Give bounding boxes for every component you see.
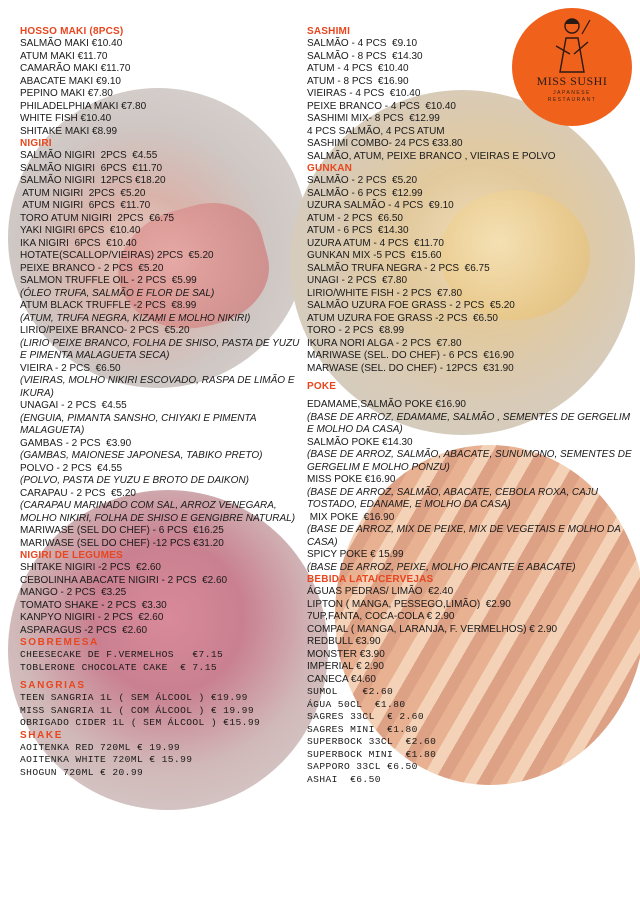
menu-item: MARIWASE (SEL DO CHEF) - 6 PCS €16.25: [20, 525, 224, 536]
section-heading: GUNKAN: [307, 163, 353, 174]
menu-item: MARIWASE (SEL DO CHEF) -12 PCS €31.20: [20, 537, 224, 549]
menu-item: UNAGI - 2 PCS €7.80: [307, 275, 408, 286]
menu-item: ATUM NIGIRI 6PCS €11.70: [20, 200, 151, 211]
menu-item: TOMATO SHAKE - 2 PCS €3.30: [20, 599, 167, 611]
menu-item: SALMÃO NIGIRI 12PCS €18.20: [20, 175, 166, 186]
menu-item: ATUM BLACK TRUFFLE -2 PCS €8.99: [20, 300, 197, 311]
menu-item: SALMÃO MAKI €10.40: [20, 38, 123, 49]
logo-brand: MISS SUSHI: [536, 74, 608, 88]
menu-item: LIPTON ( MANGA, PESSEGO,LIMÃO) €2.90: [307, 598, 511, 610]
menu-item: SAGRES 33CL € 2.60: [307, 711, 424, 722]
menu-item: REDBULL €3.90: [307, 636, 381, 647]
item-description: (LIRIO PEIXE BRANCO, FOLHA DE SHISO, PASTA DE YUZU E PIMENTA MALAGUETA SECA): [20, 337, 300, 361]
menu-item: PEIXE BRANCO - 2 PCS €5.20: [20, 262, 164, 274]
section-heading: BEBIDA LATA/CERVEJAS: [307, 574, 434, 585]
menu-item: WHITE FISH €10.40: [20, 113, 112, 124]
menu-item: AOITENKA WHITE 720ML € 15.99: [20, 754, 193, 765]
menu-item: GUNKAN MIX -5 PCS €15.60: [307, 250, 442, 261]
geisha-icon: [552, 16, 592, 74]
menu-item: UNAGAI - 2 PCS €4.55: [20, 400, 127, 411]
menu-item: CANECA €4.60: [307, 673, 376, 685]
menu-item: UZURA ATUM - 4 PCS €11.70: [307, 237, 444, 249]
menu-item: SHOGUN 720ML € 20.99: [20, 766, 144, 778]
item-description: (ÓLEO TRUFA, SALMÃO E FLOR DE SAL): [20, 287, 215, 299]
menu-item: SAPPORO 33CL €6.50: [307, 761, 418, 772]
menu-item: MIX POKE €16.90: [307, 511, 395, 523]
menu-item: AOITENKA RED 720ML € 19.99: [20, 741, 181, 753]
menu-item: TORO - 2 PCS €8.99: [307, 325, 405, 336]
menu-item: MARWASE (SEL. DO CHEF) - 12PCS €31.90: [307, 362, 514, 374]
menu-left-column: [20, 26, 305, 779]
menu-item: ÁGUA 50CL €1.80: [307, 698, 406, 710]
menu-item: IKURA NORI ALGA - 2 PCS €7.80: [307, 337, 462, 349]
menu-item: SALMÃO - 2 PCS €5.20: [307, 175, 418, 186]
menu-item: GAMBAS - 2 PCS €3.90: [20, 437, 132, 449]
menu-item: OBRIGADO CIDER 1L ( SEM ÁLCOOL ) €15.99: [20, 717, 261, 728]
item-description: (VIEIRAS, MOLHO NIKIRI ESCOVADO, RASPA DE LIMÃO E IKURA): [20, 375, 295, 399]
item-description: (POLVO, PASTA DE YUZU E BROTO DE DAIKON): [20, 475, 249, 486]
menu-item: CAMARÃO MAKI €11.70: [20, 63, 131, 74]
item-description: (GAMBAS, MAIONESE JAPONESA, TABIKO PRETO): [20, 450, 263, 461]
menu-item: ATUM MAKI €11.70: [20, 50, 108, 62]
menu-item: ATUM - 8 PCS €16.90: [307, 75, 409, 87]
menu-item: ÁGUAS PEDRAS/ LIMÃO €2.40: [307, 586, 454, 597]
menu-item: TOBLERONE CHOCOLATE CAKE € 7.15: [20, 661, 218, 673]
menu-item: PHILADELPHIA MAKI €7.80: [20, 100, 147, 112]
menu-item: YAKI NIGIRI 6PCS €10.40: [20, 225, 141, 236]
section-heading: HOSSO MAKI (8PCS): [20, 26, 124, 37]
menu-item: IKA NIGIRI 6PCS €10.40: [20, 237, 137, 249]
menu-item: SUMOL €2.60: [307, 686, 394, 697]
section-heading: SHAKE: [20, 729, 64, 741]
menu-item: CHEESECAKE DE F.VERMELHOS €7.15: [20, 649, 224, 660]
menu-item: PEPINO MAKI €7.80: [20, 88, 113, 99]
menu-item: ATUM - 6 PCS €14.30: [307, 225, 409, 236]
item-description: (CARAPAU MARINADO COM SAL, ARROZ VENEGARA, MOLHO NIKIRI, FOLHA DE SHISO E GENGIBRE NATURAL): [20, 500, 296, 524]
menu-item: ABACATE MAKI €9.10: [20, 75, 121, 87]
menu-item: UZURA SALMÃO - 4 PCS €9.10: [307, 200, 454, 211]
menu-item: MANGO - 2 PCS €3.25: [20, 587, 127, 598]
menu-item: SALMÃO - 6 PCS €12.99: [307, 187, 423, 199]
menu-item: LIRIO/PEIXE BRANCO- 2 PCS €5.20: [20, 325, 190, 336]
menu-item: EDAMAME,SALMÃO POKE €16.90: [307, 399, 466, 410]
menu-item: ASPARAGUS -2 PCS €2.60: [20, 624, 148, 636]
menu-item: SHITAKE MAKI €8.99: [20, 125, 118, 137]
menu-item: SALMÃO POKE €14.30: [307, 436, 413, 448]
item-description: (BASE DE ARROZ, PEIXE, MOLHO PICANTE E ABACATE): [307, 561, 576, 573]
menu-item: SAGRES MINI €1.80: [307, 723, 418, 735]
item-description: (BASE DE ARROZ, SALMÃO, ABACATE, SUNUMONO, SEMENTES DE GERGELIM E MOLHO PONZU): [307, 449, 632, 473]
menu-item: HOTATE(SCALLOP/VIEIRAS) 2PCS €5.20: [20, 250, 214, 261]
logo-sub-line1: JAPANESE: [553, 90, 591, 96]
menu-item: PEIXE BRANCO - 4 PCS €10.40: [307, 100, 456, 112]
item-description: (BASE DE ARROZ, EDAMAME, SALMÃO , SEMENTES DE GERGELIM E MOLHO DA CASA): [307, 411, 631, 435]
menu-item: SALMÃO - 4 PCS €9.10: [307, 38, 418, 49]
menu-item: MISS SANGRIA 1L ( COM ÁLCOOL ) € 19.99: [20, 704, 254, 716]
menu-item: SALMÃO NIGIRI 6PCS €11.70: [20, 162, 163, 174]
menu-item: COMPAL ( MANGA, LARANJA, F. VERMELHOS) € 2.90: [307, 623, 558, 635]
menu-item: VIEIRAS - 4 PCS €10.40: [307, 88, 421, 99]
menu-item: MARIWASE (SEL. DO CHEF) - 6 PCS €16.90: [307, 350, 514, 361]
section-heading: NIGIRI DE LEGUMES: [20, 550, 123, 561]
section-heading: SANGRIAS: [20, 680, 86, 691]
menu-item: SPICY POKE € 15.99: [307, 549, 404, 560]
menu-item: CEBOLINHA ABACATE NIGIRI - 2 PCS €2.60: [20, 574, 228, 586]
menu-item: 4 PCS SALMÃO, 4 PCS ATUM: [307, 125, 445, 137]
menu-item: SUPERBOCK MINI €1.80: [307, 748, 437, 760]
section-heading: SASHIMI: [307, 26, 351, 37]
menu-item: ASHAI €6.50: [307, 773, 381, 785]
menu-item: SHITAKE NIGIRI -2 PCS €2.60: [20, 562, 161, 573]
menu-item: SALMON TRUFFLE OIL - 2 PCS €5.99: [20, 275, 197, 286]
logo-sub-line2: RESTAURANT: [547, 97, 597, 103]
menu-item: CARAPAU - 2 PCS €5.20: [20, 487, 136, 499]
menu-item: ATUM - 2 PCS €6.50: [307, 212, 403, 224]
section-heading: SOBREMESA: [20, 637, 99, 648]
menu-item: SASHIMI MIX- 8 PCS €12.99: [307, 113, 440, 124]
menu-item: LIRIO/WHITE FISH - 2 PCS €7.80: [307, 287, 463, 299]
menu-item: SALMÃO - 8 PCS €14.30: [307, 50, 423, 62]
menu-item: SASHIMI COMBO- 24 PCS €33.80: [307, 138, 463, 149]
menu-item: MONSTER €3.90: [307, 648, 385, 660]
menu-item: 7UP,FANTA, COCA-COLA € 2.90: [307, 611, 455, 622]
menu-item: ATUM - 4 PCS €10.40: [307, 63, 409, 74]
menu-item: TEEN SANGRIA 1L ( SEM ÁLCOOL ) €19.99: [20, 692, 248, 703]
miss-sushi-logo: [512, 8, 632, 126]
item-description: (BASE DE ARROZ, MIX DE PEIXE, MIX DE VEGETAIS E MOLHO DA CASA): [307, 524, 621, 548]
item-description: (ENGUIA, PIMANTA SANSHO, CHIYAKI E PIMENTA MALAGUETA): [20, 412, 257, 436]
item-description: (ATUM, TRUFA NEGRA, KIZAMI E MOLHO NIKIRI): [20, 312, 251, 324]
menu-right-column: [307, 26, 633, 786]
menu-item: SALMÃO UZURA FOE GRASS - 2 PCS €5.20: [307, 300, 515, 311]
menu-item: SALMÃO NIGIRI 2PCS €4.55: [20, 150, 158, 161]
menu-item: ATUM NIGIRI 2PCS €5.20: [20, 187, 146, 199]
menu-item: IMPERIAL € 2.90: [307, 661, 384, 672]
menu-item: SALMÃO, ATUM, PEIXE BRANCO , VIEIRAS E POLVO: [307, 150, 556, 162]
logo-subtitle: [512, 90, 632, 104]
menu-item: SALMÃO TRUFA NEGRA - 2 PCS €6.75: [307, 262, 490, 274]
menu-item: POLVO - 2 PCS €4.55: [20, 462, 123, 474]
menu-item: TORO ATUM NIGIRI 2PCS €6.75: [20, 212, 175, 224]
menu-item: MISS POKE €16.90: [307, 474, 396, 485]
menu-item: ATUM UZURA FOE GRASS -2 PCS €6.50: [307, 312, 498, 324]
item-description: (BASE DE ARROZ, SALMÃO, ABACATE, CEBOLA ROXA, CAJU TOSTADO, EDANAME, E MOLHO DA CASA): [307, 486, 598, 510]
menu-item: SUPERBOCK 33CL €2.60: [307, 736, 437, 747]
section-heading: NIGIRI: [20, 138, 52, 149]
section-heading: POKE: [307, 381, 337, 392]
menu-item: KANPYO NIGIRI - 2 PCS €2.60: [20, 612, 164, 623]
menu-item: VIEIRA - 2 PCS €6.50: [20, 362, 121, 374]
